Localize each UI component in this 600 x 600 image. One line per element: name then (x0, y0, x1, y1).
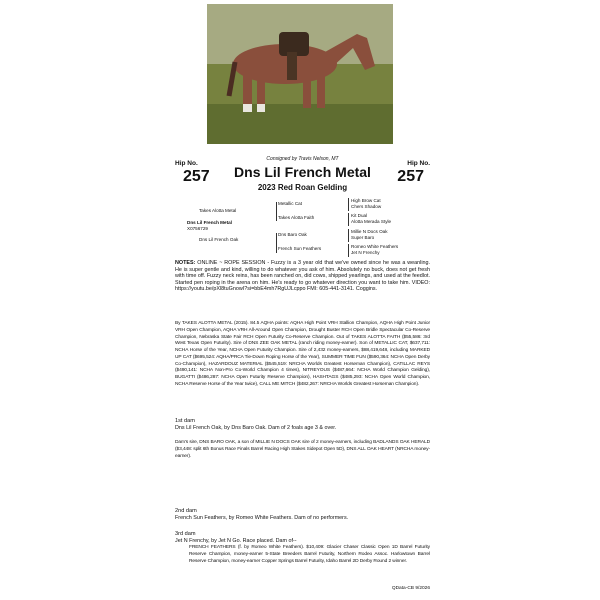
pedigree-bracket (348, 198, 349, 211)
first-dam-text: Dns Lil French Oak, by Dns Baro Oak. Dam of 2 foals age 3 & over. (175, 425, 337, 431)
pedigree-g5: Millie N Docs Oak (351, 229, 388, 234)
pedigree-dam: Dns Lil French Oak (199, 237, 239, 242)
pedigree-registration: X0756729 (187, 226, 208, 231)
consignor: Consigned by Travis Nelson, MT (266, 156, 339, 162)
pedigree-sire-sire: Metallic Cat (278, 201, 302, 206)
pedigree-subject: Dns Lil French Metal (187, 220, 232, 225)
pedigree-bracket (276, 233, 277, 253)
hip-number-right: 257 (397, 168, 424, 185)
pedigree-sire-dam: Takes Alotta Faith (278, 215, 315, 220)
horse-description: 2023 Red Roan Gelding (257, 183, 348, 192)
horse-name: Dns Lil French Metal (234, 164, 371, 180)
pedigree-bracket (276, 202, 277, 221)
pedigree-sire: Takes Alotta Metal (199, 208, 237, 213)
dams-sire-paragraph: Dam's sire, DNS BARO OAK, a son of MILLIE N DOCS OAK sire of 2 money-earners, including BADLANDS OAK HERALD ($3,448: split 6th Bonus Race Finals Barrel Racing High Stakes Sidepot Open 5D), DNS ALL OAK HEART (NRCHA money-earner). (175, 440, 430, 459)
third-dam-heading: 3rd dam (175, 531, 196, 537)
hip-number-left: 257 (183, 168, 210, 185)
pedigree-g4: Alotta Merada Style (351, 219, 392, 224)
notes-label: NOTES: (175, 260, 196, 266)
pedigree-g8: Jet N Frenchy (351, 250, 380, 255)
pedigree-g3: Kit Dual (351, 213, 368, 218)
pedigree-g1: High Brow Cat (351, 198, 381, 203)
third-dam-produce: FRENCH FEATHERS (f. by Romeo White Feathers). $10,409: Glacier Chaser Classic Open 1D Barrel Futurity Reserve Champion, money-earner 5-State Breeders Barrel Futurity, Northern Rodeo Assoc. Harlowtown Barrel Reserve Champion, money-earner Copper Springs Barrel Futurity, Idaho Barrel 2D Derby Round 2 winner. (189, 545, 430, 564)
pedigree-bracket (348, 229, 349, 242)
footer-code: QData-CB 9/2026 (391, 586, 430, 591)
pedigree-g2: Chers Shadow (351, 204, 382, 209)
hip-label-left: Hip No. (175, 160, 198, 167)
pedigree-g6: Super Baro (351, 235, 375, 240)
third-dam-text: Jet N Frenchy, by Jet N Go. Race placed. Dam of-- (175, 538, 297, 544)
pedigree-dam-dam: French Sun Feathers (278, 246, 322, 251)
notes-text: ONLINE ~ ROPE SESSION - Fuzzy is a 3 year old that we've owned since he was a weanling. He is super gentle and kind, willing to do whatever you ask of him. Absolutely no buck, does not get fresh with time off. Fuzzy neck reins, has been ranched on, did cows, shipped yearlings, and used at the feedlot. Started pen roping in the arena on him. He's ready to go whatever direction you want to take him. VIDEO: https://youtu.be/pXl8tuGnowI?si=bbE4mh7RgUJLcppo FMI: 605-441-3141. Coggins. (175, 260, 431, 293)
second-dam-text: French Sun Feathers, by Romeo White Feathers. Dam of no performers. (175, 515, 349, 521)
hip-label-right: Hip No. (407, 160, 430, 167)
first-dam-heading: 1st dam (175, 418, 195, 424)
pedigree-bracket (348, 244, 349, 257)
pedigree-g7: Romeo White Feathers (351, 244, 399, 249)
sire-paragraph: By TAKES ALOTTA METAL (2015). 84.5 AQHA points: AQHA High Point VRH Stallion Champion, AQHA High Point Junior VRH Open Champion, AQHA VRH All-Around Open Champion, Drought Buster RCH Open Bridle Spectacular Co-Reserve Champion, Nebraska State Fair RCH Open Futurity Co-Reserve Champion. Out of TAKES ALOTTA FAITH ($55,586: 3rd West Texas Open Futurity). Sire of DNS ZEE OAK METAL (ranch riding money-earner). Son of METALLIC CAT, $637,711: NCHA Horse of the Year, NCHA Open Futurity Champion. Sire of 2,432 money-earners, $88,419,648, including MARKED UP CAT ($695,524: AQHA/PRCA Tie-Down Roping Horse of the Year), SUMMER TIME FUN ($590,364: NCHA Open Derby Co-Champion), HAZARDOUZ MATERIAL ($545,519: NRCHA Worlds Greatest Horseman Champion), CATILLAC REYS ($490,141: NCHA Non-Pro Co-World Champion 4 times), NITREYOUS ($487,664: NCHA World Champion Gelding), BUGATTI ($486,287: NCHA Open Futurity Reserve Champion), HASHTAGS ($485,293: NCHA Open World Champion, NCHA Reserve Horse of the Year twice), CALL ME MITCH ($482,267: NRCHA Worlds Greatest Horseman Champion). (175, 321, 430, 387)
pedigree-dam-sire: Dns Baro Oak (278, 232, 307, 237)
pedigree-bracket (348, 213, 349, 226)
horse-photo (207, 4, 393, 144)
second-dam-heading: 2nd dam (175, 508, 197, 514)
notes (175, 260, 430, 293)
